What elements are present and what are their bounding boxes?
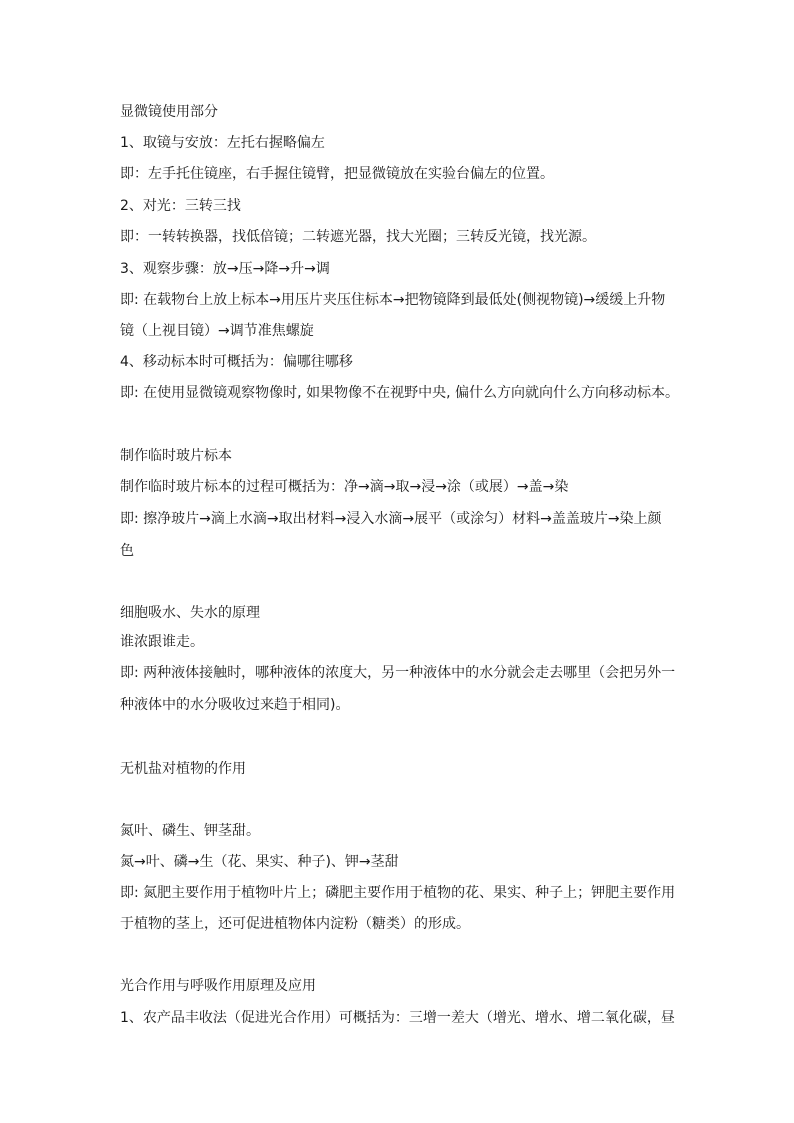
microscope-rule-1: 1、取镜与安放：左托右握略偏左 (120, 135, 325, 151)
salt-rule-detail: 氮→叶、磷→生（花、果实、种子)、钾→茎甜 (120, 854, 399, 870)
salt-rule-explain-a: 即: 氮肥主要作用于植物叶片上；磷肥主要作用于植物的花、果实、种子上；钾肥主要作用 (120, 885, 676, 901)
section-title-slide: 制作临时玻片标本 (120, 448, 232, 464)
slide-rule: 制作临时玻片标本的过程可概括为：净→滴→取→浸→涂（或展）→盖→染 (120, 479, 569, 495)
microscope-rule-4-explain: 即: 在使用显微镜观察物像时, 如果物像不在视野中央, 偏什么方向就向什么方向移动标本。 (120, 385, 679, 401)
microscope-rule-3: 3、观察步骤：放→压→降→升→调 (120, 261, 330, 277)
cell-rule-explain-a: 即: 两种液体接触时，哪种液体的浓度大，另一种液体中的水分就会走去哪里（会把另外一 (120, 665, 676, 681)
microscope-rule-2: 2、对光：三转三找 (120, 198, 241, 214)
slide-rule-explain-a: 即: 擦净玻片→滴上水滴→取出材料→浸入水滴→展平（或涂匀）材料→盖盖玻片→染上颜 (120, 511, 662, 527)
section-title-salt: 无机盐对植物的作用 (120, 761, 246, 777)
cell-rule-explain-b: 种液体中的水分吸收过来趋于相同)。 (120, 697, 350, 713)
microscope-rule-2-explain: 即：一转转换器，找低倍镜；二转遮光器，找大光圈；三转反光镜，找光源。 (120, 229, 596, 245)
cell-rule: 谁浓跟谁走。 (120, 634, 204, 650)
microscope-rule-1-explain: 即：左手托住镜座，右手握住镜臂，把显微镜放在实验台偏左的位置。 (120, 166, 554, 182)
microscope-rule-3-explain-a: 即: 在载物台上放上标本→用压片夹压住标本→把物镜降到最低处(侧视物镜)→缓缓上升物 (120, 292, 666, 308)
salt-rule: 氮叶、磷生、钾茎甜。 (120, 823, 260, 839)
salt-rule-explain-b: 于植物的茎上，还可促进植物体内淀粉（糖类）的形成。 (120, 916, 470, 932)
slide-rule-explain-b: 色 (120, 543, 134, 559)
microscope-rule-4: 4、移动标本时可概括为：偏哪往哪移 (120, 354, 353, 370)
photosynthesis-rule-1: 1、农产品丰收法（促进光合作用）可概括为：三增一差大（增光、增水、增二氧化碳，昼 (120, 1010, 675, 1026)
microscope-rule-3-explain-b: 镜（上视目镜）→调节准焦螺旋 (120, 323, 314, 339)
section-title-microscope: 显微镜使用部分 (120, 104, 218, 120)
section-title-photosynthesis: 光合作用与呼吸作用原理及应用 (120, 978, 316, 994)
section-title-cell: 细胞吸水、失水的原理 (120, 605, 260, 621)
